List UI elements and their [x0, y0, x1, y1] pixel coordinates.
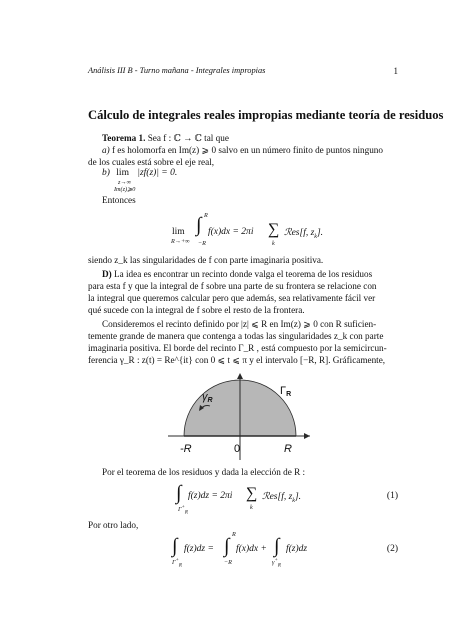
- eq1-res-sub: k: [292, 497, 295, 504]
- eq1-right: [262, 491, 301, 504]
- paragraph-d-line: qué sucede con la integral de f sobre el resto de la frontera.: [88, 305, 305, 315]
- theorem-res-end: ].: [316, 228, 324, 238]
- eq2-integral-3: ∫: [274, 535, 280, 557]
- eq1-gamma-sup: +: [181, 505, 185, 510]
- eq2-number: (2): [386, 544, 398, 554]
- eq1-int-sub: [178, 505, 188, 515]
- eq2-int3-gamma: γ: [272, 559, 275, 567]
- theorem-intro-text: Sea f : ℂ → ℂ tal que: [147, 133, 229, 143]
- theorem-int-lower: −R: [198, 240, 206, 247]
- paragraph-d-line-0: La idea es encontrar un recinto donde valga el teorema de los residuos: [114, 269, 373, 279]
- paragraph-recinto-line: ferencia γ_R : z(t) = Re^{it} con 0 ⩽ t ⩽ π y el intervalo [−R, R]. Gráficamente,: [88, 355, 386, 365]
- y-axis-arrow: [237, 373, 243, 379]
- eq1-number: (1): [386, 491, 398, 501]
- label-minus-R: -R: [180, 443, 192, 455]
- paragraph-recinto-line: Consideremos el recinto definido por |z| ⩽ R en Im(z) ⩾ 0 con R suficien-: [102, 319, 377, 329]
- running-header: [88, 66, 398, 75]
- eq2-left: f(z)dz =: [184, 544, 214, 554]
- theorem-lim-word: lim: [172, 227, 185, 237]
- integral-sign: ∫: [196, 214, 202, 236]
- label-R: R: [284, 443, 292, 455]
- eq1-integral-sign: ∫: [176, 482, 182, 504]
- eq2-int1-subR: R: [178, 563, 182, 569]
- eq1-res: ℛes[f, z: [262, 492, 293, 502]
- theorem-then: Entonces: [102, 195, 136, 205]
- item-b-lim: lim: [116, 168, 129, 178]
- item-a-label: a): [102, 145, 110, 155]
- page-number: 1: [393, 66, 398, 76]
- eq2-int1-sup: +: [175, 558, 179, 563]
- eq2-int2-lower: −R: [224, 559, 232, 566]
- eq2-int3-sub: [272, 558, 281, 568]
- running-title: Análisis III B - Turno mañana - Integrales impropias: [88, 66, 266, 75]
- otro-lado: Por otro lado,: [88, 520, 139, 530]
- item-b-label: b): [102, 168, 110, 178]
- theorem-res: ℛes[f, z: [284, 228, 315, 238]
- eq2-int1-sub: [172, 558, 182, 568]
- eq2-int1-gamma: Γ: [172, 559, 176, 567]
- section-title: Cálculo de integrales reales impropias mediante teoría de residuos: [88, 108, 444, 122]
- semicircle-figure: [164, 372, 314, 464]
- label-Gamma: ΓR: [280, 385, 292, 398]
- theorem-res-sub: k: [314, 233, 317, 240]
- eq1-left: f(z)dz = 2πi: [188, 491, 233, 501]
- item-b-lim-sub2: Im(z)⩾0: [114, 186, 136, 193]
- paragraph-d-line: para esta f y que la integral de f sobre una parte de su frontera se relacione con: [88, 281, 377, 291]
- theorem-lim: [172, 227, 185, 237]
- sum-sign: ∑: [268, 221, 280, 238]
- eq2-integral-2: ∫: [224, 535, 230, 557]
- theorem-closing: siendo z_k las singularidades de f con parte imaginaria positiva.: [88, 255, 324, 265]
- paragraph-d: [88, 268, 399, 280]
- paragraph-d-label: D): [102, 269, 112, 279]
- paragraph-recinto-line: temente grande de manera que contenga a todas las singularidades z_k con parte: [88, 331, 384, 341]
- eq1-gamma: Γ: [178, 506, 182, 514]
- eq2-int3-sup: +: [274, 558, 278, 563]
- theorem-item-a-cont: de los cuales está sobre el eje real,: [88, 157, 215, 167]
- theorem-sum-sub: k: [272, 240, 275, 247]
- eq2-integral-1: ∫: [172, 535, 178, 557]
- item-b-expr: |zf(z)| = 0.: [137, 168, 178, 178]
- theorem-item-a: [88, 144, 399, 156]
- label-gamma: γR: [202, 391, 213, 404]
- eq2-int2-upper: R: [232, 531, 236, 538]
- eq2-int3-subR: R: [277, 563, 281, 569]
- eq1-res-end: ].: [294, 492, 302, 502]
- eq1-gamma-sub: R: [184, 510, 188, 516]
- eq2-middle: f(x)dx +: [236, 544, 267, 554]
- theorem-intro: [88, 132, 399, 144]
- residue-intro: Por el teorema de los residuos y dada la elección de R :: [102, 467, 306, 477]
- theorem-label: Teorema 1.: [102, 133, 146, 143]
- eq1-sum-sign: ∑: [246, 485, 258, 502]
- theorem-formula-left: f(x)dx = 2πi: [208, 227, 254, 237]
- eq1-sum-sub: k: [250, 504, 253, 511]
- paragraph-d-line: la integral que queremos calcular pero que además, sea relativamente fácil ver: [88, 293, 376, 303]
- paragraph-recinto-line: imaginaria positiva. El borde del recinto Γ_R , está compuesto por la semicircun-: [88, 343, 387, 353]
- label-zero: 0: [234, 443, 241, 455]
- theorem-formula-right: [284, 227, 323, 240]
- item-b-lim-sub1: z→∞: [118, 179, 132, 186]
- theorem-int-upper: R: [204, 212, 208, 219]
- theorem-lim-sub: R→+∞: [171, 238, 190, 245]
- item-a-line1: f es holomorfa en Im(z) ⩾ 0 salvo en un número finito de puntos ninguno: [111, 145, 383, 155]
- theorem-item-b: [102, 168, 177, 178]
- x-axis-arrow: [304, 433, 310, 439]
- eq2-right: f(z)dz: [286, 544, 308, 554]
